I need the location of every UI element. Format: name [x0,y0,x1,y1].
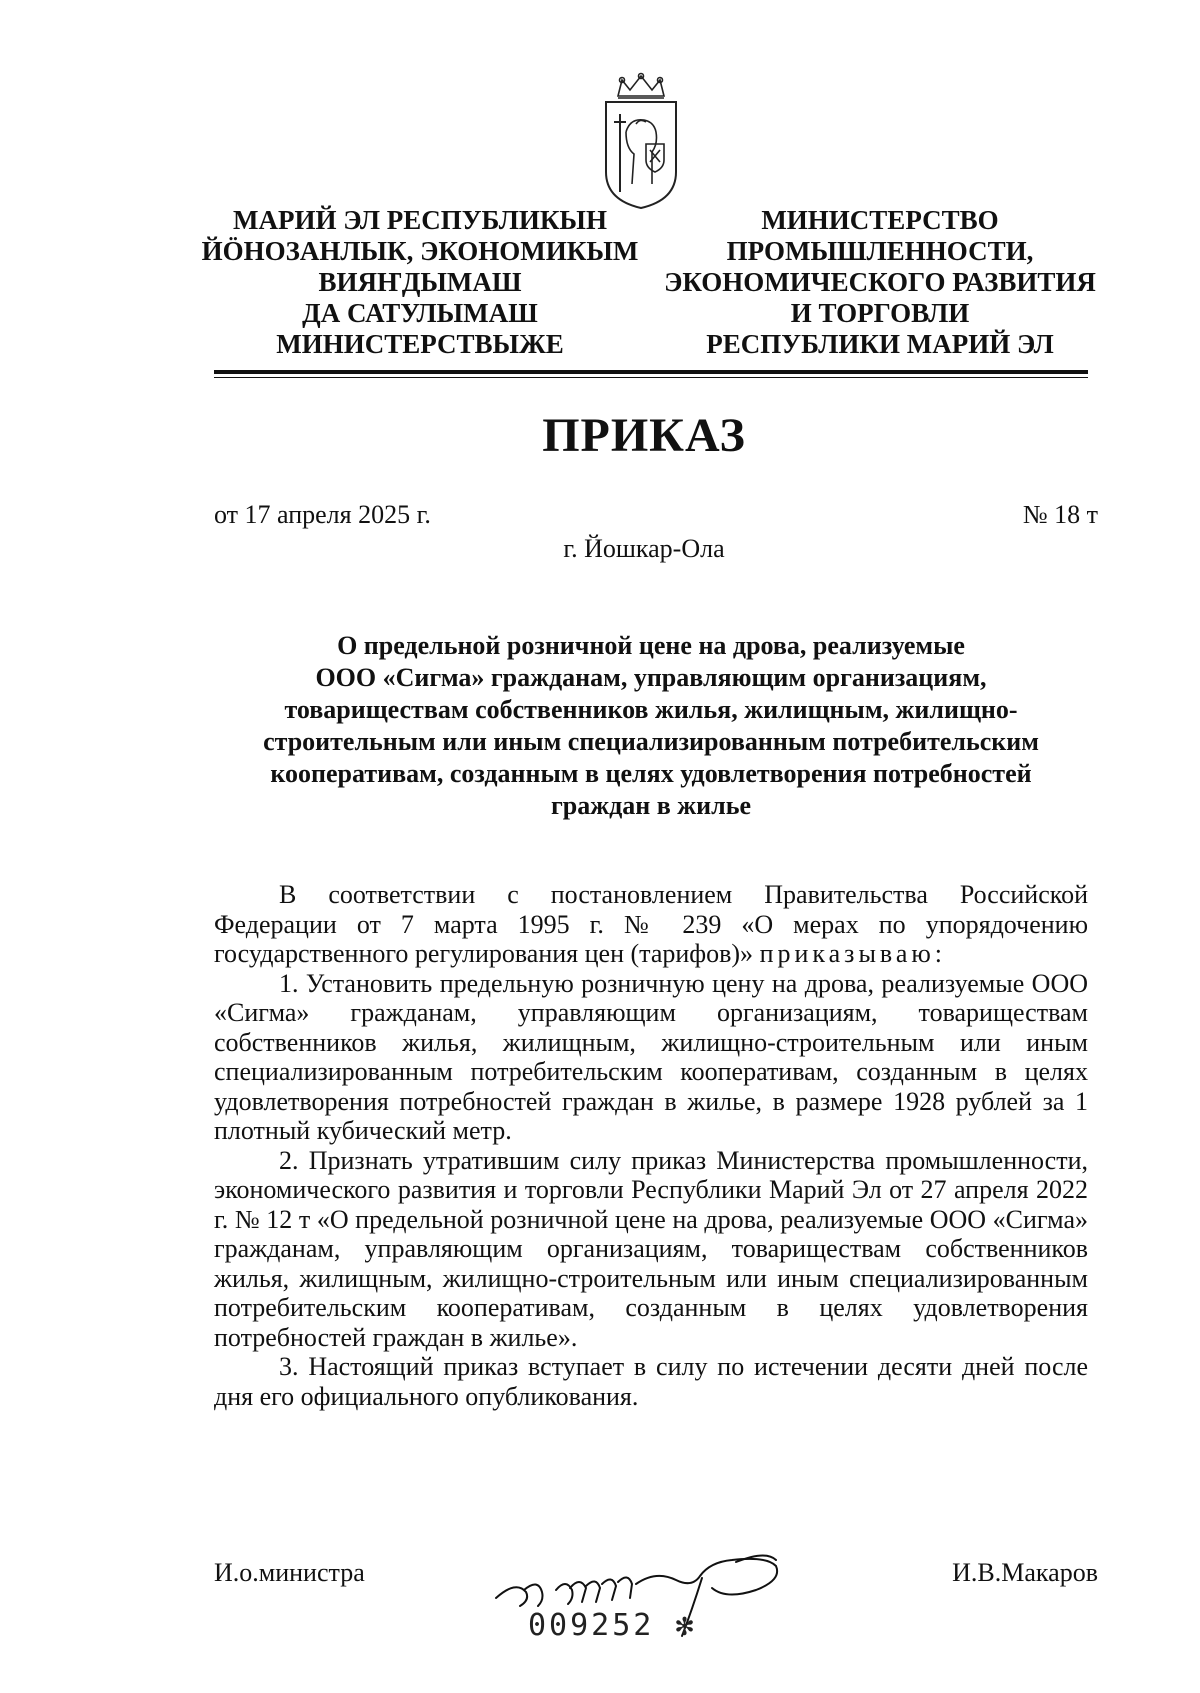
document-city: г. Йошкар-Ола [563,534,725,563]
header-left-line: МАРИЙ ЭЛ РЕСПУБЛИКЫН [233,205,607,235]
document-title: ПРИКАЗ [542,409,746,462]
subject-line: строительным или иным специализированным потребительским [263,727,1039,756]
header-left-line: ЙÖНОЗАНЛЫК, ЭКОНОМИКЫМ [201,236,639,266]
header-right-line: РЕСПУБЛИКИ МАРИЙ ЭЛ [706,329,1054,359]
stamp-number [528,1608,697,1643]
asterisk-icon: ✻ [675,1608,697,1643]
subject-line: ООО «Сигма» гражданам, управляющим организациям, [315,663,987,692]
header-right-line: ЭКОНОМИЧЕСКОГО РАЗВИТИЯ [664,267,1096,297]
body-item-3: 3. Настоящий приказ вступает в силу по истечении десяти дней после дня его официального опубликования. [214,1352,1088,1411]
header-right-line: И ТОРГОВЛИ [790,298,970,328]
signatory-role: И.о.министра [214,1558,365,1587]
header-left-mari [180,205,660,360]
signatory-name: И.В.Макаров [952,1558,1098,1587]
header-right-line: МИНИСТЕРСТВО [761,205,999,235]
header-right-russian [660,205,1100,360]
subject-line: товариществам собственников жилья, жилищным, жилищно- [284,695,1018,724]
document-body [214,880,1088,1411]
subject-line: О предельной розничной цене на дрова, реализуемые [337,631,965,660]
body-preamble [214,880,1088,969]
body-item-1: 1. Установить предельную розничную цену на дрова, реализуемые ООО «Сигма» гражданам, управляющим организациям, товариществам собственников жилья, жилищным, жилищно-строительным или иным специализированным потребительским кооперативам, созданным в целях удовлетворения потребностей граждан в жилье, в размере 1928 рублей за 1 плотный кубический метр. [214,968,1088,1145]
header-right-line: ПРОМЫШЛЕННОСТИ, [726,236,1034,266]
header-left-line: ВИЯҤДЫМАШ [318,267,522,297]
header-left-line: МИНИСТЕРСТВЫЖЕ [276,329,564,359]
header-divider-thin [214,377,1088,378]
document-number: № 18 т [1022,500,1098,529]
document-date: от 17 апреля 2025 г. [214,500,431,529]
coat-of-arms-emblem [596,72,686,212]
header-divider-thick [214,370,1088,374]
header-left-line: ДА САТУЛЫМАШ [302,298,538,328]
preamble-text: В соответствии с постановлением Правительства Российской Федерации от 7 марта 1995 г. № 239 «О мерах по упорядочению государственного регулирования цен (тарифов)» [214,880,1088,968]
stamp-number-text: 009252 [528,1608,655,1643]
document-subject [214,630,1088,822]
preamble-order-word: приказываю: [759,939,947,968]
subject-line: кооперативам, созданным в целях удовлетворения потребностей [270,759,1032,788]
body-item-2: 2. Признать утратившим силу приказ Министерства промышленности, экономического развития и торговли Республики Марий Эл от 27 апреля 2022 г. № 12 т «О предельной розничной цене на дрова, реализуемые ООО «Сигма» гражданам, управляющим организациям, товариществам собственников жилья, жилищным, жилищно-строительным или иным специализированным потребительским кооперативам, созданным в целях удовлетворения потребностей граждан в жилье». [214,1145,1088,1352]
subject-line: граждан в жилье [550,791,751,820]
